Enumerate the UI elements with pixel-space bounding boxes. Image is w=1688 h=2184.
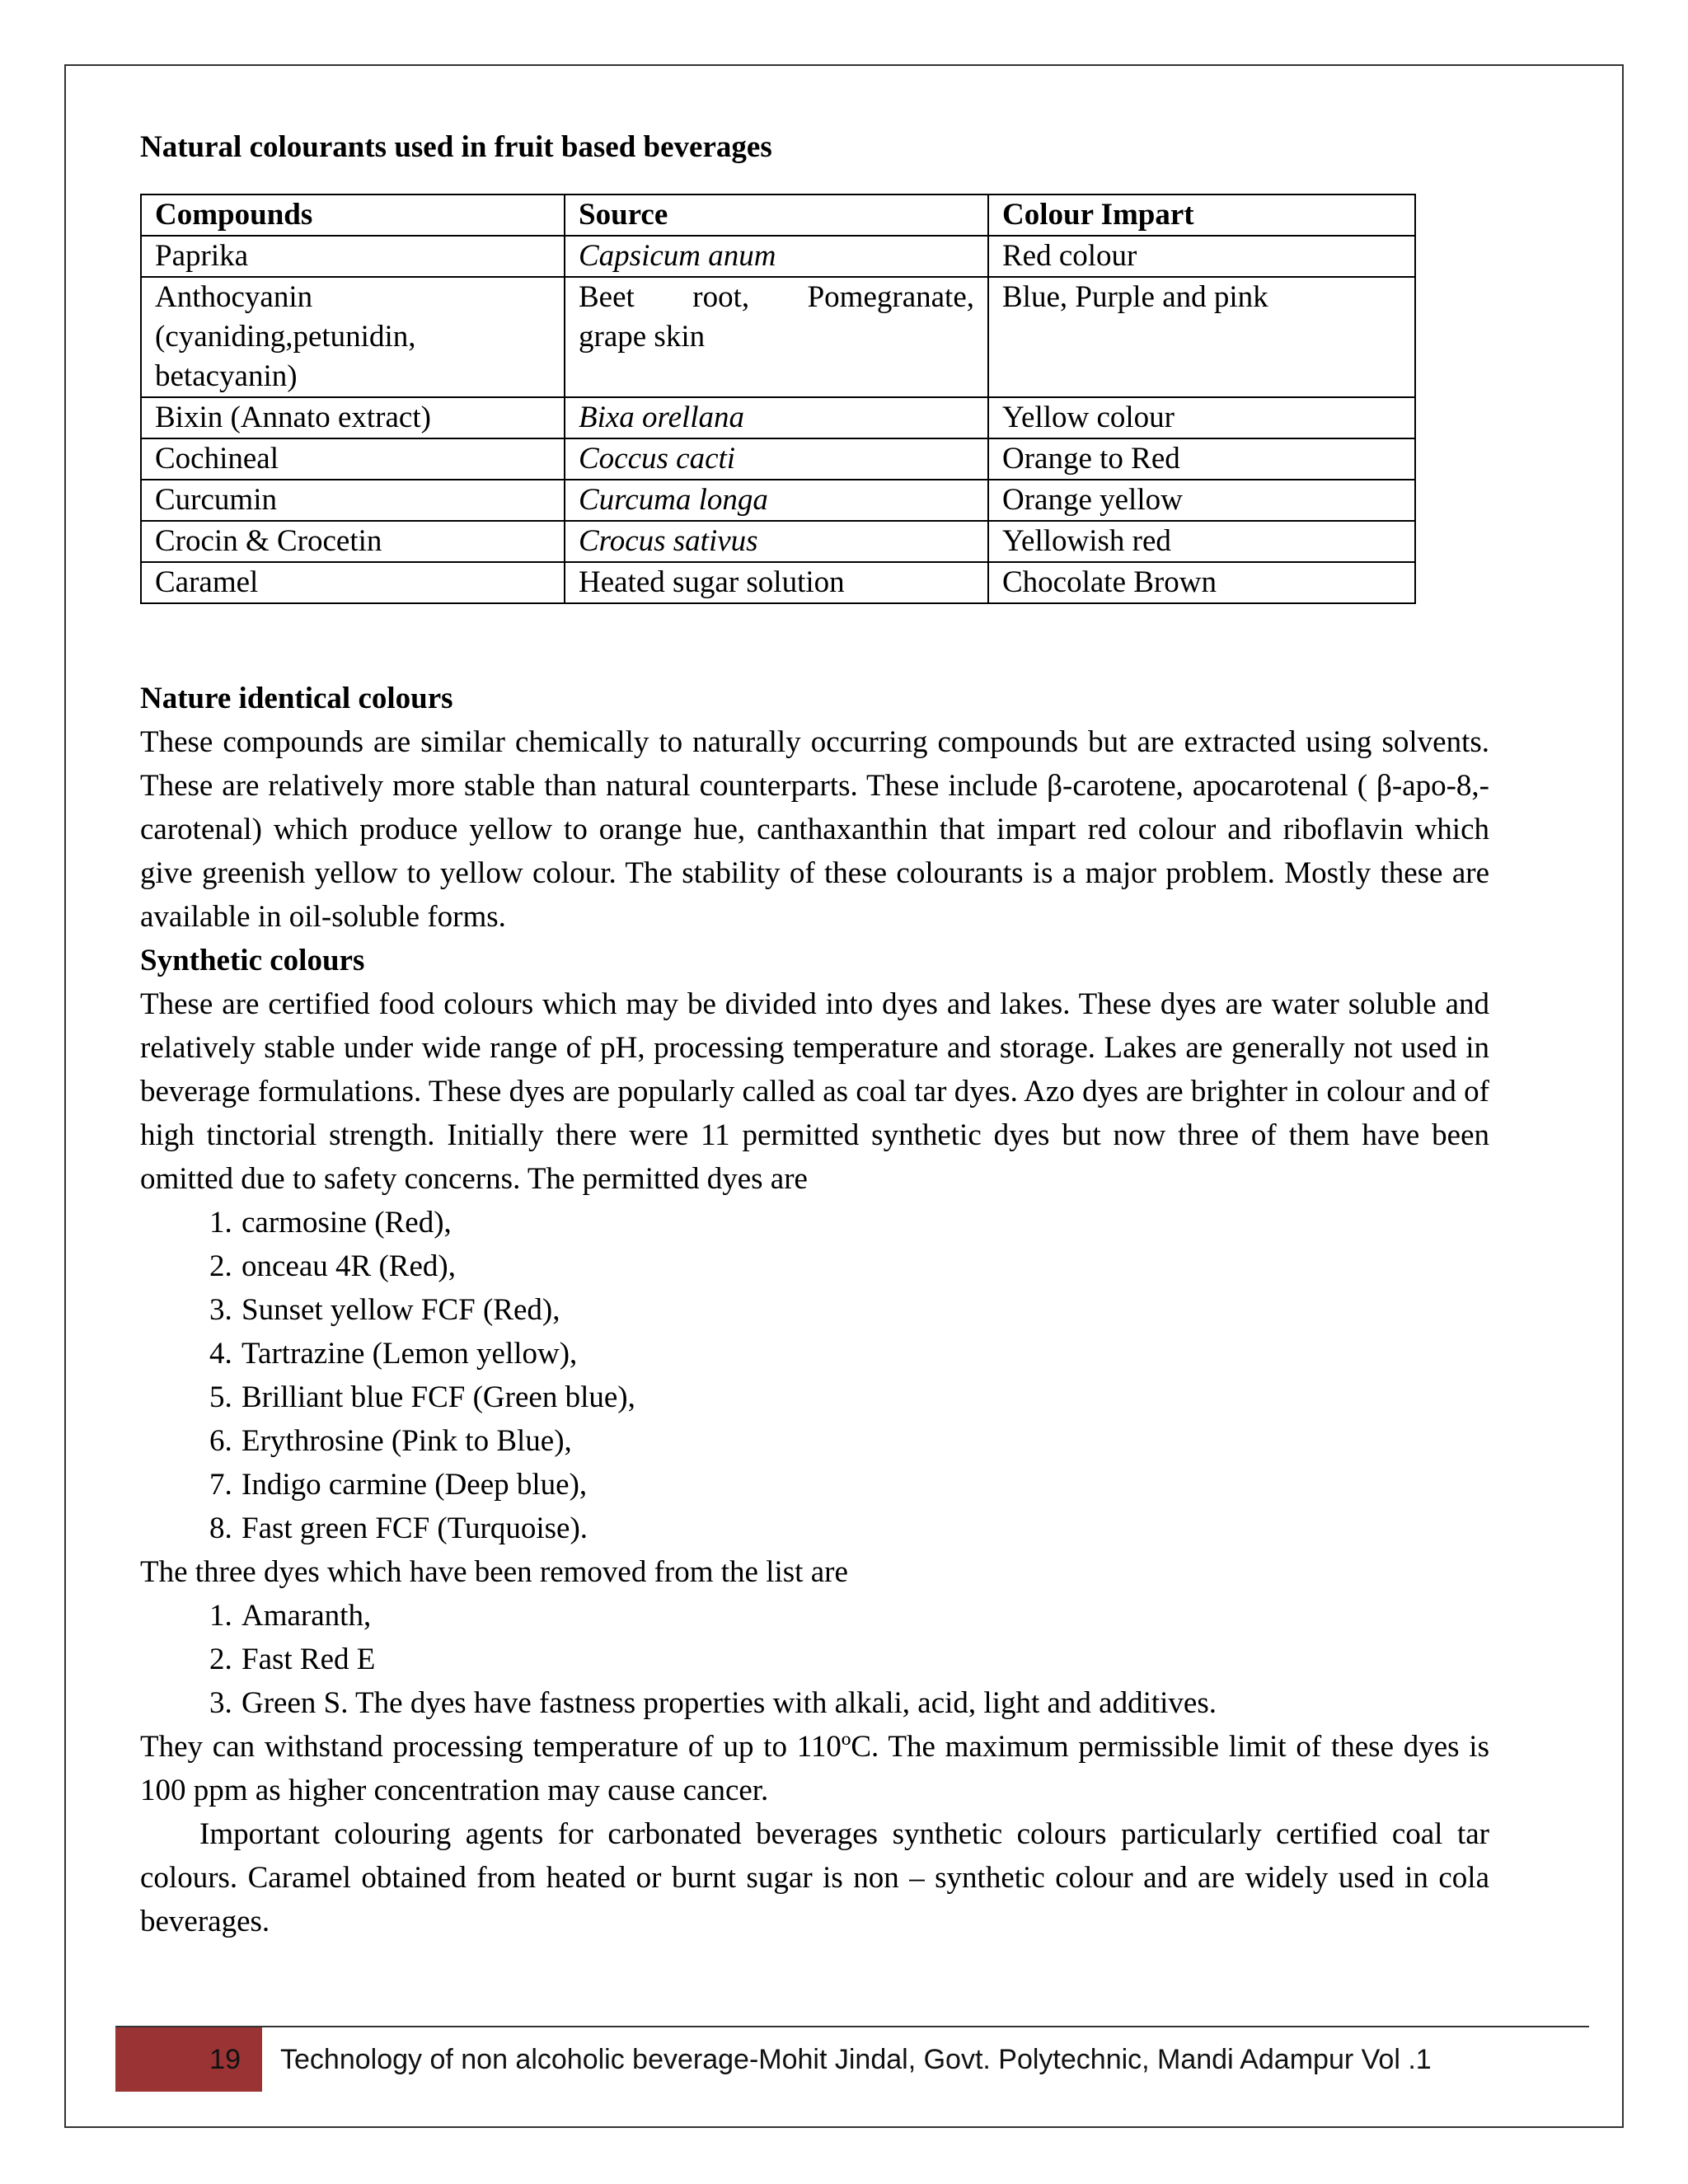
table-header-row	[141, 194, 1415, 236]
cell-compound: Crocin & Crocetin	[141, 521, 565, 562]
synthetic-paragraph: These are certified food colours which may be divided into dyes and lakes. These dyes are water soluble and relatively stable under wide range of pH, processing temperature and storage. Lakes are generally not used in beverage formulations. These dyes are popularly called as coal tar dyes. Azo dyes are brighter in colour and of high tinctorial strength. Initially there were 11 permitted synthetic dyes but now three of them have been omitted due to safety concerns. The permitted dyes are	[140, 987, 1489, 1196]
permitted-dyes-list	[140, 1201, 1489, 1550]
page-number: 19	[115, 2027, 262, 2092]
nature-identical-paragraph: These compounds are similar chemically to naturally occurring compounds but are extracted using solvents. These are relatively more stable than natural counterparts. These include β-carotene, apocarotenal ( β-apo-8,- carotenal) which produce yellow to orange hue, canthaxanthin that impart red colour and riboflavin which give greenish yellow to yellow colour. The stability of these colourants is a major problem. Mostly these are available in oil-soluble forms.	[140, 725, 1489, 934]
list-item: 7. Indigo carmine (Deep blue),	[240, 1463, 1489, 1507]
list-item: 2. Fast Red E	[240, 1638, 1489, 1681]
cell-colour: Orange to Red	[988, 438, 1415, 480]
cell-compound-line: betacyanin)	[155, 359, 298, 393]
list-item: 4. Tartrazine (Lemon yellow),	[240, 1332, 1489, 1376]
cell-colour: Blue, Purple and pink	[988, 277, 1415, 397]
cell-source: Crocus sativus	[565, 521, 988, 562]
cell-source: Curcuma longa	[565, 480, 988, 521]
table-row	[141, 236, 1415, 277]
cell-colour: Orange yellow	[988, 480, 1415, 521]
cell-compound: Caramel	[141, 562, 565, 603]
removed-dyes-list	[140, 1594, 1489, 1725]
list-item: 6. Erythrosine (Pink to Blue),	[240, 1419, 1489, 1463]
footer-text: Technology of non alcoholic beverage-Mohit Jindal, Govt. Polytechnic, Mandi Adampur Vol .1	[280, 2043, 1432, 2075]
document-body	[140, 125, 1489, 1943]
list-item: 5. Brilliant blue FCF (Green blue),	[240, 1376, 1489, 1419]
table-title: Natural colourants used in fruit based beverages	[140, 130, 772, 164]
list-item: 2. onceau 4R (Red),	[240, 1244, 1489, 1288]
table-row	[141, 480, 1415, 521]
limit-paragraph: They can withstand processing temperature of up to 110ºC. The maximum permissible limit of these dyes is 100 ppm as higher concentration may cause cancer.	[140, 1730, 1489, 1807]
table-row	[141, 521, 1415, 562]
cell-compound	[141, 277, 565, 397]
cell-colour: Yellow colour	[988, 397, 1415, 438]
list-item: 1. Amaranth,	[240, 1594, 1489, 1638]
cell-source	[565, 277, 988, 397]
cell-source-line: grape skin	[579, 320, 706, 354]
spacer	[140, 604, 1489, 677]
cell-compound: Curcumin	[141, 480, 565, 521]
list-item: 1. carmosine (Red),	[240, 1201, 1489, 1244]
cell-compound: Paprika	[141, 236, 565, 277]
header-colour-impart: Colour Impart	[988, 194, 1415, 236]
list-item: 3. Sunset yellow FCF (Red),	[240, 1288, 1489, 1332]
cell-colour: Red colour	[988, 236, 1415, 277]
cell-compound: Cochineal	[141, 438, 565, 480]
list-item: 3. Green S. The dyes have fastness properties with alkali, acid, light and additives.	[240, 1681, 1489, 1725]
colourants-table	[140, 194, 1416, 604]
cell-source: Coccus cacti	[565, 438, 988, 480]
cell-source: Bixa orellana	[565, 397, 988, 438]
cell-compound-line: (cyaniding,petunidin,	[155, 320, 416, 354]
synthetic-heading: Synthetic colours	[140, 944, 365, 977]
table-row	[141, 562, 1415, 603]
list-item: 8. Fast green FCF (Turquoise).	[240, 1507, 1489, 1550]
cell-compound-line: Anthocyanin	[155, 280, 313, 314]
closing-paragraph: Important colouring agents for carbonated beverages synthetic colours particularly certified coal tar colours. Caramel obtained from heated or burnt sugar is non – synthetic colour and are widely used in cola beverages.	[140, 1817, 1489, 1938]
nature-identical-heading: Nature identical colours	[140, 682, 453, 715]
cell-source: Heated sugar solution	[565, 562, 988, 603]
removed-dyes-intro: The three dyes which have been removed from the list are	[140, 1555, 848, 1589]
table-row	[141, 397, 1415, 438]
cell-colour: Yellowish red	[988, 521, 1415, 562]
table-row	[141, 438, 1415, 480]
cell-source: Capsicum anum	[565, 236, 988, 277]
page-footer	[115, 2026, 1589, 2092]
header-compounds: Compounds	[141, 194, 565, 236]
table-row	[141, 277, 1415, 397]
header-source: Source	[565, 194, 988, 236]
cell-colour: Chocolate Brown	[988, 562, 1415, 603]
cell-source-line: Beet root, Pomegranate,	[579, 280, 974, 314]
cell-compound: Bixin (Annato extract)	[141, 397, 565, 438]
